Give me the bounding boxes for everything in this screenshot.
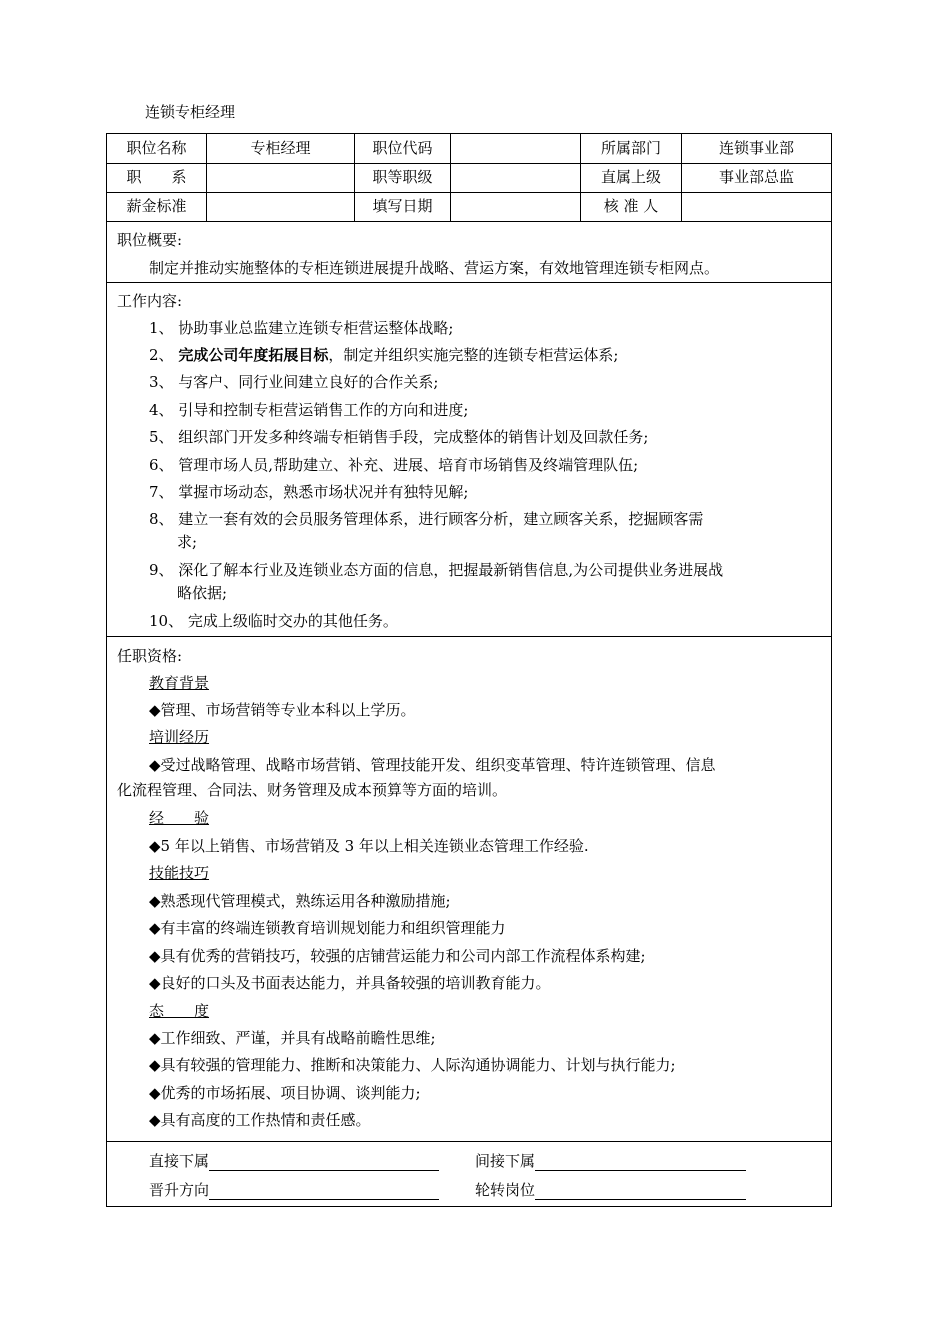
position-name-value: 专柜经理 [207, 134, 355, 163]
fill-date-label: 填写日期 [355, 192, 451, 221]
header-row-1 [107, 134, 831, 164]
document-title: 连锁专柜经理 [145, 103, 236, 121]
rotation-field [475, 1179, 746, 1200]
direct-subordinate-label: 直接下属 [149, 1152, 210, 1170]
job-description-table [106, 133, 832, 1207]
overview-label: 职位概要: [117, 231, 183, 249]
work-item-9: 9、 深化了解本行业及连锁业态方面的信息，把握最新销售信息,为公司提供业务进展战 [149, 561, 724, 579]
qualifications-section [107, 637, 831, 1142]
overview-section [107, 221, 831, 283]
work-item-2-number: 2、 [149, 346, 179, 364]
rotation-blank [535, 1181, 746, 1200]
work-item-7: 7、 掌握市场动态，熟悉市场状况并有独特见解; [149, 483, 469, 501]
attitude-item-4: ◆具有高度的工作热情和责任感。 [149, 1111, 371, 1129]
education-text: ◆管理、市场营销等专业本科以上学历。 [149, 701, 416, 719]
work-item-6: 6、 管理市场人员,帮助建立、补充、进展、培育市场销售及终端管理队伍; [149, 456, 639, 474]
direct-superior-value: 事业部总监 [718, 168, 794, 186]
work-item-10: 10、 完成上级临时交办的其他任务。 [149, 612, 398, 630]
header-row-2 [107, 163, 831, 193]
footer-section [107, 1142, 831, 1206]
rotation-label: 轮转岗位 [475, 1181, 536, 1199]
training-text-2: 化流程管理、合同法、财务管理及成本预算等方面的培训。 [117, 781, 508, 799]
salary-standard-label: 薪金标准 [107, 192, 207, 221]
direct-subordinate-blank [209, 1152, 439, 1171]
work-item-5: 5、 组织部门开发多种终端专柜销售手段，完成整体的销售计划及回款任务; [149, 428, 649, 446]
department-label: 所属部门 [581, 134, 682, 163]
overview-text: 制定并推动实施整体的专柜连锁进展提升战略、营运方案，有效地管理连锁专柜网点。 [149, 259, 720, 277]
work-label: 工作内容: [117, 292, 183, 310]
skills-item-4: ◆良好的口头及书面表达能力，并具备较强的培训教育能力。 [149, 974, 551, 992]
skills-item-1: ◆熟悉现代管理模式，熟练运用各种激励措施; [149, 892, 451, 910]
promotion-blank [209, 1181, 439, 1200]
experience-label: 经 验 [149, 809, 210, 827]
skills-item-3: ◆具有优秀的营销技巧，较强的店铺营运能力和公司内部工作流程体系构建; [149, 947, 646, 965]
position-name-label: 职位名称 [107, 134, 207, 163]
salary-standard-value [207, 192, 355, 221]
indirect-subordinate-blank [535, 1152, 746, 1171]
work-item-1: 1、 协助事业总监建立连锁专柜营运整体战略; [149, 319, 454, 337]
job-grade-label: 职等职级 [355, 163, 451, 192]
indirect-subordinate-field [475, 1150, 746, 1171]
work-item-8: 8、 建立一套有效的会员服务管理体系，进行顾客分析，建立顾客关系，挖掘顾客需 [149, 510, 704, 528]
work-item-4: 4、 引导和控制专柜营运销售工作的方向和进度; [149, 401, 469, 419]
work-item-2 [149, 344, 618, 365]
direct-subordinate-field [149, 1150, 439, 1171]
job-family-value [207, 163, 355, 192]
position-code-label: 职位代码 [355, 134, 451, 163]
experience-text: ◆5 年以上销售、市场营销及 3 年以上相关连锁业态管理工作经验. [149, 837, 589, 855]
fill-date-value [451, 192, 581, 221]
header-row-3 [107, 192, 831, 222]
attitude-label: 态 度 [149, 1002, 210, 1020]
skills-item-2: ◆有丰富的终端连锁教育培训规划能力和组织管理能力 [149, 919, 506, 937]
position-code-value [451, 134, 581, 163]
approver-value [682, 192, 831, 221]
job-grade-value [451, 163, 581, 192]
promotion-label: 晋升方向 [149, 1181, 210, 1199]
attitude-item-2: ◆具有较强的管理能力、推断和决策能力、人际沟通协调能力、计划与执行能力; [149, 1056, 676, 1074]
approver-label: 核 准 人 [581, 192, 682, 221]
qualifications-label: 任职资格: [117, 647, 183, 665]
department-value: 连锁事业部 [718, 139, 794, 157]
training-label: 培训经历 [149, 728, 210, 746]
training-text-1: ◆受过战略管理、战略市场营销、管理技能开发、组织变革管理、特许连锁管理、信息 [149, 756, 716, 774]
skills-label: 技能技巧 [149, 864, 210, 882]
attitude-item-3: ◆优秀的市场拓展、项目协调、谈判能力; [149, 1084, 421, 1102]
promotion-field [149, 1179, 439, 1200]
attitude-item-1: ◆工作细致、严谨，并具有战略前瞻性思维; [149, 1029, 436, 1047]
education-label: 教育背景 [149, 674, 210, 692]
indirect-subordinate-label: 间接下属 [475, 1152, 536, 1170]
direct-superior-label: 直属上级 [581, 163, 682, 192]
work-content-section [107, 283, 831, 637]
work-item-8-cont: 求; [177, 533, 198, 551]
work-item-3: 3、 与客户、同行业间建立良好的合作关系; [149, 373, 439, 391]
job-family-label: 职 系 [107, 163, 207, 192]
work-item-2-bold: 完成公司年度拓展目标 [178, 346, 329, 364]
work-item-9-cont: 略依据; [177, 584, 228, 602]
work-item-2-rest: ，制定并组织实施完整的连锁专柜营运体系; [328, 346, 619, 364]
